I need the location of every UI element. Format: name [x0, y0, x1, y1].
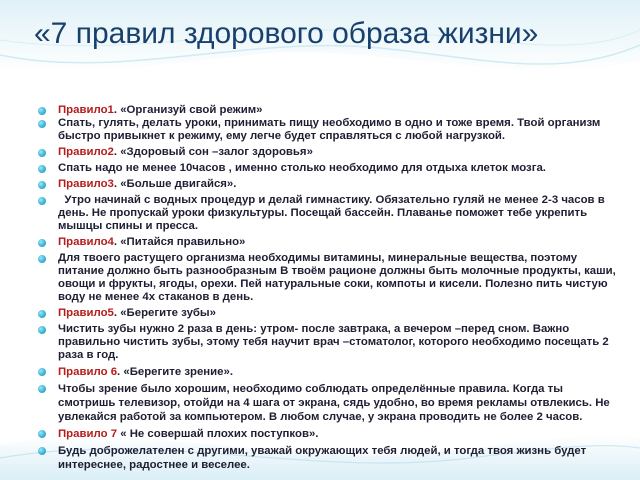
rule-sep: . [117, 366, 121, 378]
rule-body: Спать надо не менее 10часов , именно столько необходимо для отдыха клеток мозга. [58, 162, 546, 174]
rule-heading: «Берегите зубы» [117, 307, 216, 319]
list-item [38, 146, 618, 159]
rule-heading: « Не совершай плохих поступков». [117, 428, 319, 440]
rule-body: Утро начинай с водных процедур и делай гимнастику. Обязательно гуляй не менее 2-3 часов в день. Не пропускай уроки физкультуры. Посещай бассейн. Плаванье поможет тебе укрепить мышцы спины и пресса. [58, 194, 608, 232]
list-item [38, 178, 618, 191]
list-item [38, 194, 618, 233]
bullet-icon [38, 447, 46, 455]
list-item [38, 444, 618, 472]
rule-sep: . [113, 178, 118, 190]
rule-sep: . [113, 104, 118, 116]
bullet-icon [38, 310, 46, 318]
rule-sep: . [113, 236, 118, 248]
bullet-icon [38, 239, 46, 247]
rule-body: Чистить зубы нужно 2 раза в день: утром- после завтрака, а вечером –перед сном. Важно правильно чистить зубы, этому тебя научит врач –стоматолог, которого необходимо посещать 2 раза в год. [58, 323, 609, 361]
rule-body: Спать, гулять, делать уроки, принимать пищу необходимо в одно и тоже время. Твой организм быстро привыкнет к режиму, ему легче будет справляться с любой нагрузкой. [58, 117, 601, 142]
bullet-icon [38, 181, 46, 189]
rule-heading: «Больше двигайся». [117, 178, 237, 190]
rule-label: Правило 6 [58, 366, 118, 378]
list-item [38, 117, 618, 143]
list-item [38, 252, 618, 304]
bullet-icon [38, 107, 46, 115]
rule-body: Для твоего растущего организма необходимы витамины, минеральные вещества, поэтому питание должно быть разнообразным В твоём рационе должны быть молочные продукты, каши, овощи и фрукты, ягоды, орехи. Пей натуральные соки, компоты и кисели. Полезно пить чистую воду не менее 4х стаканов в день. [58, 252, 616, 303]
bullet-icon [38, 165, 46, 173]
list-item [38, 382, 618, 424]
rule-sep: . [113, 146, 118, 158]
list-item [38, 365, 618, 379]
rule-heading: «Питайся правильно» [117, 236, 246, 248]
list-item [38, 104, 618, 117]
bullet-icon [38, 197, 46, 205]
rules-list [38, 104, 618, 472]
bullet-icon [38, 326, 46, 334]
list-item [38, 307, 618, 320]
slide-title: «7 правил здорового образа жизни» [34, 17, 539, 50]
bullet-icon [38, 385, 46, 393]
list-item [38, 162, 618, 175]
rule-label: Правило2 [58, 146, 114, 158]
bullet-icon [38, 430, 46, 438]
bullet-icon [38, 120, 46, 128]
rule-heading: «Здоровый сон –залог здоровья» [117, 146, 313, 158]
rule-label: Правило 7 [58, 428, 118, 440]
list-item [38, 427, 618, 441]
rule-heading: «Берегите зрение». [120, 366, 234, 378]
rule-sep: . [113, 307, 118, 319]
rule-label: Правило4 [58, 236, 114, 248]
rule-heading: «Организуй свой режим» [117, 104, 263, 116]
bullet-icon [38, 255, 46, 263]
rule-body: Чтобы зрение было хорошим, необходимо соблюдать определённые правила. Когда ты смотришь телевизор, отойди на 4 шага от экрана, сядь удобно, во время рекламы отвлекись. Не увлекайся работой за компьютером. В любом случае, у экрана проводить не более 2 часов. [58, 383, 610, 423]
rule-label: Правило3 [58, 178, 114, 190]
bullet-icon [38, 149, 46, 157]
list-item [38, 323, 618, 362]
rule-label: Правило1 [58, 104, 114, 116]
rule-label: Правило5 [58, 307, 114, 319]
list-item [38, 236, 618, 249]
bullet-icon [38, 368, 46, 376]
rule-body: Будь доброжелателен с другими, уважай окружающих тебя людей, и тогда твоя жизнь будет интереснее, радостнее и веселее. [58, 445, 587, 471]
